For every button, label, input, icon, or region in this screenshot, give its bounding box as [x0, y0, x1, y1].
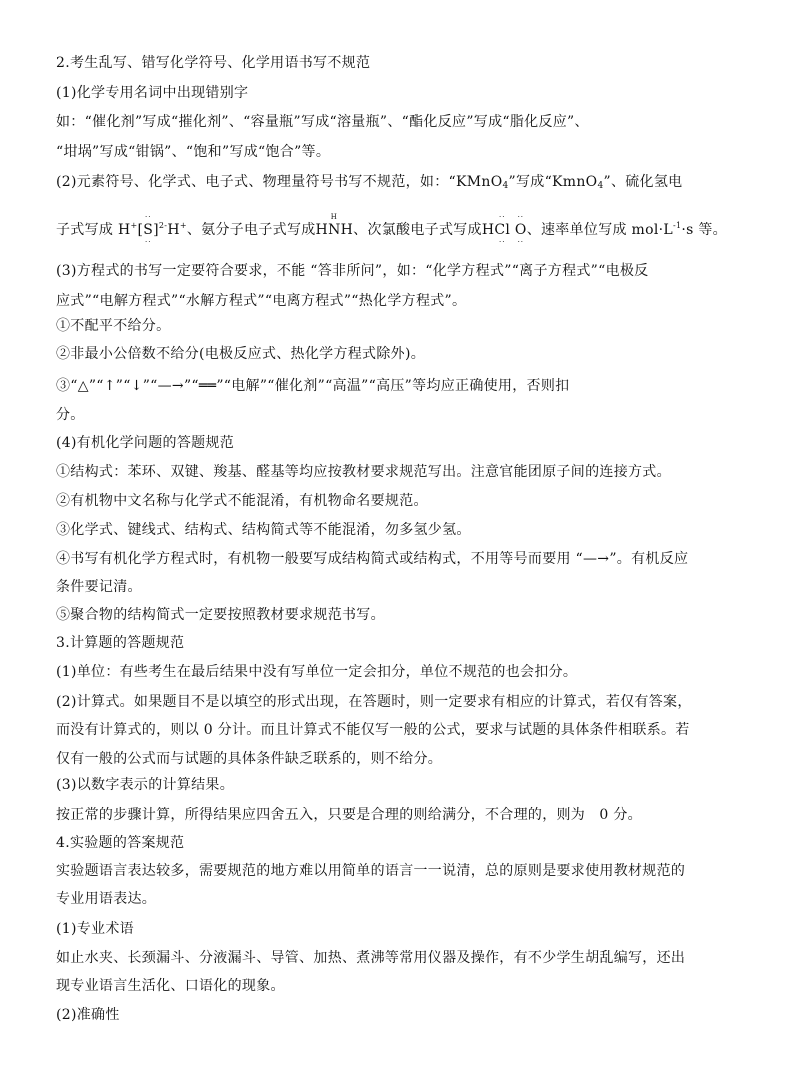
lewis-chlorine: ·· Cl ·· [494, 213, 511, 246]
subheading-1: (1)专业术语 [56, 921, 134, 937]
subscript: 4 [502, 181, 509, 191]
lewis-nitrogen: H N [328, 213, 341, 238]
list-item: ③化学式、键线式、结构式、结构简式等不能混淆，勿多氢少氢。 [56, 522, 471, 538]
lewis-oxygen: ·· O ·· [514, 213, 527, 246]
electron-dots-icon: ·· [144, 238, 152, 246]
paragraph-line: 专业用语表达。 [56, 891, 157, 907]
subheading-1: (1)单位：有些考生在最后结果中没有写单位一定会扣分，单位不规范的也会扣分。 [56, 664, 578, 680]
paragraph-line: 如止水夹、长颈漏斗、分液漏斗、导管、加热、煮沸等常用仪器及操作，有不少学生胡乱编写，还出 [56, 950, 686, 966]
text-segment: (2)元素符号、化学式、电子式、物理量符号书写不规范，如：“KMnO [56, 174, 503, 190]
paragraph-line: 分。 [56, 407, 85, 423]
list-item: ④书写有机化学方程式时，有机物一般要写成结构简式或结构式，不用等号而要用 “—→”。有机反应 [56, 551, 689, 567]
superscript: 2- [158, 221, 168, 230]
subheading-1: (1)化学专用名词中出现错别字 [56, 85, 249, 101]
superscript: -1 [672, 221, 682, 230]
list-item: ⑤聚合物的结构简式一定要按照教材要求规范书写。 [56, 607, 385, 623]
subscript: 4 [597, 181, 604, 191]
superscript: + [130, 221, 138, 230]
text-segment: H [167, 222, 180, 238]
paragraph-line: 而没有计算式的，则以 0 分计。而且计算式不能仅写一般的公式，要求与试题的具体条件相联系。若 [56, 722, 690, 738]
list-item: ②非最小公倍数不给分(电极反应式、热化学方程式除外)。 [56, 346, 426, 362]
list-item: ③“△”“↑”“↓”“—→”“══”“电解”“催化剂”“高温”“高压”等均应正确使用，否则扣 [56, 378, 570, 394]
superscript: + [179, 221, 187, 230]
paragraph-line: 现专业语言生活化、口语化的现象。 [56, 978, 285, 994]
paragraph-line: 应式”“电解方程式”“水解方程式”“电离方程式”“热化学方程式”。 [56, 293, 467, 309]
paragraph-line: 如：“催化剂”写成“摧化剂”、“容量瓶”写成“溶量瓶”、“酯化反应”写成“脂化反应”、 [56, 114, 589, 130]
paragraph-line-formulas [56, 173, 682, 195]
subheading-2: (2)准确性 [56, 1007, 120, 1023]
lewis-sulfur: ·· S ·· [143, 213, 154, 246]
text-segment: 子式写成 H [56, 222, 131, 238]
text-segment: ”、硫化氢电 [603, 174, 683, 190]
electron-dots-icon: ·· [517, 213, 525, 221]
electron-dots-icon: ·· [499, 238, 506, 246]
paragraph-line: 按正常的步骤计算，所得结果应四舍五入，只要是合理的则给满分，不合理的，则为 0 分。 [56, 807, 642, 823]
paragraph-line: 仅有一般的公式而与试题的具体条件缺乏联系的，则不给分。 [56, 751, 443, 767]
subheading-2: (2)计算式。如果题目不是以填空的形式出现，在答题时，则一定要求有相应的计算式，若仅有答案， [56, 694, 692, 710]
text-segment: H、次氯酸电子式写成H [340, 222, 495, 238]
text-segment: ·s 等。 [681, 222, 727, 238]
list-item: ①结构式：苯环、双键、羧基、醛基等均应按教材要求规范写出。注意官能团原子间的连接方式。 [56, 464, 671, 480]
paragraph-line: “坩埚”写成“钳锅”、“饱和”写成“饱合”等。 [56, 144, 331, 160]
electron-dots-icon: ·· [144, 213, 152, 221]
list-item: ①不配平不给分。 [56, 318, 171, 334]
bracket: [ [137, 222, 144, 238]
electron-dots-icon: ·· [517, 238, 525, 246]
section-heading-3: 3.计算题的答题规范 [56, 635, 185, 651]
paragraph-line: 实验题语言表达较多，需要规范的地方难以用简单的语言一一说清，总的原则是要求使用教材规范的 [56, 863, 686, 879]
section-heading-4: 4.实验题的答案规范 [56, 835, 185, 851]
section-heading-2: 2.考生乱写、错写化学符号、化学用语书写不规范 [56, 55, 371, 71]
paragraph-line: 条件要记清。 [56, 579, 142, 595]
text-segment: ”写成“KmnO [508, 174, 598, 190]
subheading-3: (3)以数字表示的计算结果。 [56, 777, 235, 793]
subheading-3: (3)方程式的书写一定要符合要求，不能 “答非所问”，如：“化学方程式”“离子方程式”“电极反 [56, 263, 649, 279]
bracket: ] [153, 222, 159, 238]
text-segment: 、速率单位写成 mol·L [526, 222, 673, 238]
paragraph-line-electron-formulas [56, 213, 727, 246]
text-segment: 、氨分子电子式写成H [186, 222, 329, 238]
list-item: ②有机物中文名称与化学式不能混淆，有机物命名要规范。 [56, 493, 428, 509]
electron-dots-icon: ·· [499, 213, 506, 221]
subheading-4: (4)有机化学问题的答题规范 [56, 435, 235, 451]
electron-dots-icon: H [330, 213, 338, 221]
